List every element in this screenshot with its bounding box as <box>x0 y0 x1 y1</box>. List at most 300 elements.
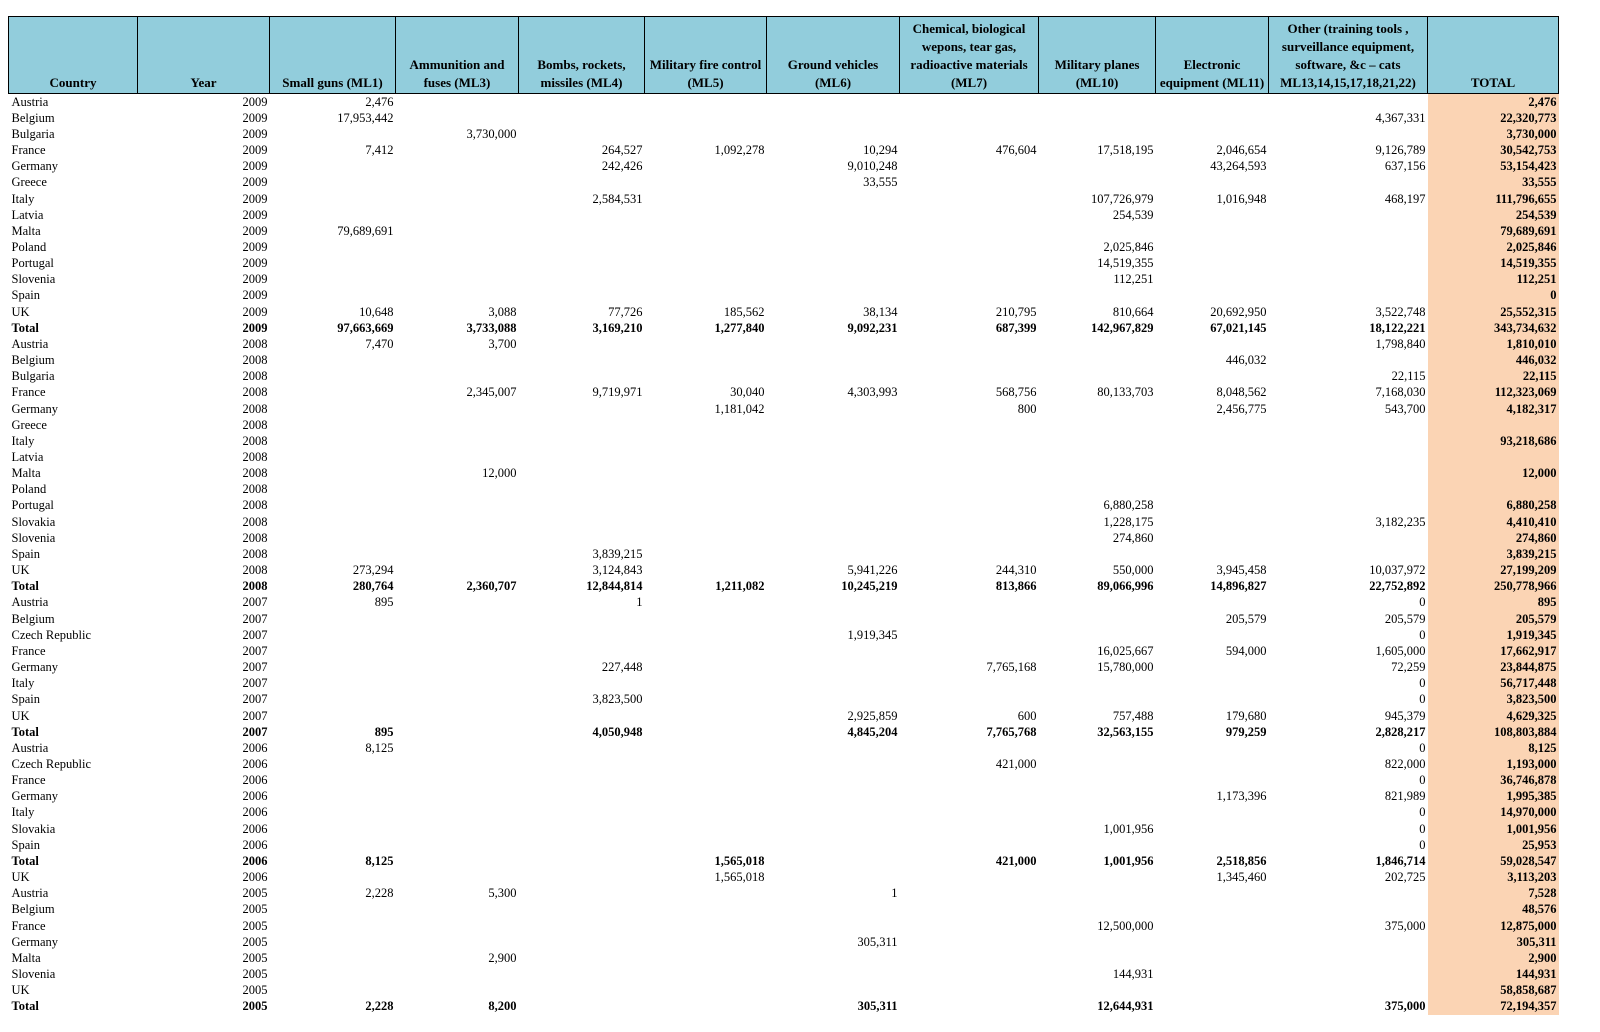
table-cell[interactable] <box>1039 433 1156 449</box>
table-cell[interactable] <box>1269 126 1428 142</box>
table-cell[interactable]: 142,967,829 <box>1091 320 1154 335</box>
table-cell[interactable] <box>645 966 767 982</box>
table-cell[interactable]: 280,764 <box>352 579 394 594</box>
table-cell[interactable] <box>767 676 900 692</box>
table-cell[interactable]: 1,995,385 <box>1428 789 1559 805</box>
table-cell[interactable]: Bulgaria <box>11 126 55 141</box>
table-cell[interactable] <box>767 482 900 498</box>
table-cell[interactable] <box>645 110 767 126</box>
table-cell[interactable]: 375,000 <box>1384 918 1426 933</box>
table-cell[interactable] <box>396 756 519 772</box>
table-cell[interactable]: 4,303,993 <box>847 385 898 400</box>
table-cell[interactable] <box>1039 886 1156 902</box>
table-cell[interactable] <box>645 563 767 579</box>
table-cell[interactable]: 0 <box>1428 288 1559 304</box>
table-cell[interactable]: 97,663,669 <box>337 320 394 335</box>
table-cell[interactable]: 895 <box>1428 595 1559 611</box>
table-cell[interactable] <box>1269 433 1428 449</box>
table-cell[interactable]: 3,839,215 <box>1428 546 1559 562</box>
table-cell[interactable] <box>396 805 519 821</box>
table-cell[interactable]: 9,010,248 <box>847 159 898 174</box>
table-cell[interactable] <box>645 223 767 239</box>
table-cell[interactable]: 476,604 <box>995 143 1037 158</box>
table-cell[interactable] <box>645 466 767 482</box>
table-cell[interactable]: 77,726 <box>608 304 643 319</box>
table-cell[interactable] <box>900 950 1039 966</box>
table-cell[interactable] <box>900 223 1039 239</box>
table-cell[interactable]: Italy <box>11 191 35 206</box>
table-cell[interactable]: 79,689,691 <box>337 223 394 238</box>
table-cell[interactable]: 48,576 <box>1428 902 1559 918</box>
table-cell[interactable] <box>396 142 519 158</box>
table-cell[interactable]: Austria <box>11 886 49 901</box>
table-cell[interactable] <box>1269 466 1428 482</box>
table-cell[interactable] <box>1039 417 1156 433</box>
table-cell[interactable] <box>270 773 396 789</box>
table-cell[interactable]: Total <box>11 999 39 1014</box>
table-cell[interactable]: 89,066,996 <box>1097 579 1154 594</box>
table-cell[interactable] <box>270 805 396 821</box>
table-cell[interactable] <box>645 983 767 999</box>
table-cell[interactable] <box>1156 417 1269 433</box>
table-cell[interactable]: 15,780,000 <box>1097 660 1154 675</box>
table-cell[interactable]: 0 <box>1419 627 1426 642</box>
table-cell[interactable] <box>767 514 900 530</box>
table-cell[interactable]: 3,730,000 <box>466 126 517 141</box>
table-cell[interactable]: 895 <box>374 595 394 610</box>
table-cell[interactable]: 600 <box>1017 708 1037 723</box>
table-cell[interactable]: Spain <box>11 692 40 707</box>
table-cell[interactable] <box>900 546 1039 562</box>
table-cell[interactable]: 4,050,948 <box>592 724 643 739</box>
table-cell[interactable]: 3,823,500 <box>1428 692 1559 708</box>
table-cell[interactable] <box>396 821 519 837</box>
table-cell[interactable] <box>519 966 645 982</box>
table-cell[interactable]: 2009 <box>242 143 268 158</box>
table-cell[interactable]: 38,134 <box>863 304 898 319</box>
table-cell[interactable]: 112,251 <box>1428 272 1559 288</box>
table-cell[interactable] <box>1269 272 1428 288</box>
table-cell[interactable]: 821,989 <box>1384 789 1426 804</box>
table-cell[interactable] <box>1269 966 1428 982</box>
table-cell[interactable] <box>900 740 1039 756</box>
table-cell[interactable] <box>1428 482 1559 498</box>
table-cell[interactable] <box>519 401 645 417</box>
table-cell[interactable] <box>396 482 519 498</box>
table-cell[interactable]: 0 <box>1419 595 1426 610</box>
table-cell[interactable] <box>1156 950 1269 966</box>
table-cell[interactable] <box>767 417 900 433</box>
table-cell[interactable] <box>645 288 767 304</box>
table-cell[interactable]: 3,945,458 <box>1216 563 1267 578</box>
table-cell[interactable] <box>900 498 1039 514</box>
table-cell[interactable]: 227,448 <box>601 660 643 675</box>
table-cell[interactable] <box>767 837 900 853</box>
table-cell[interactable] <box>900 611 1039 627</box>
table-cell[interactable] <box>900 983 1039 999</box>
table-cell[interactable] <box>645 805 767 821</box>
table-cell[interactable] <box>519 756 645 772</box>
table-cell[interactable]: 305,311 <box>857 934 898 949</box>
table-cell[interactable] <box>900 175 1039 191</box>
table-cell[interactable]: 421,000 <box>995 853 1037 868</box>
table-cell[interactable]: 1 <box>891 886 898 901</box>
table-cell[interactable] <box>1156 482 1269 498</box>
table-cell[interactable] <box>1269 950 1428 966</box>
table-cell[interactable]: 468,197 <box>1384 191 1426 206</box>
col-header-ml1[interactable]: Small guns (ML1) <box>270 17 396 94</box>
table-cell[interactable] <box>396 853 519 869</box>
table-cell[interactable] <box>519 126 645 142</box>
table-cell[interactable]: 4,629,325 <box>1428 708 1559 724</box>
table-cell[interactable]: Slovenia <box>11 272 56 287</box>
table-cell[interactable]: 80,133,703 <box>1097 385 1154 400</box>
table-cell[interactable]: 2007 <box>242 643 268 658</box>
table-cell[interactable]: 1,919,345 <box>1428 627 1559 643</box>
table-cell[interactable]: 32,563,155 <box>1097 724 1154 739</box>
table-cell[interactable]: Austria <box>11 740 49 755</box>
table-cell[interactable] <box>1269 207 1428 223</box>
col-header-country[interactable]: Country <box>9 17 138 94</box>
table-cell[interactable] <box>1039 934 1156 950</box>
table-cell[interactable]: 2008 <box>242 417 268 432</box>
table-cell[interactable] <box>767 239 900 255</box>
table-cell[interactable] <box>519 256 645 272</box>
table-cell[interactable] <box>396 433 519 449</box>
table-cell[interactable]: Austria <box>11 94 49 109</box>
table-cell[interactable] <box>270 708 396 724</box>
table-cell[interactable]: 2009 <box>242 159 268 174</box>
table-cell[interactable] <box>900 837 1039 853</box>
table-cell[interactable] <box>767 110 900 126</box>
table-cell[interactable]: Portugal <box>11 498 54 513</box>
table-cell[interactable]: Spain <box>11 546 40 561</box>
table-cell[interactable] <box>519 514 645 530</box>
table-cell[interactable]: 2008 <box>242 579 268 594</box>
table-cell[interactable]: 33,555 <box>863 175 898 190</box>
table-cell[interactable]: 375,000 <box>1384 999 1426 1014</box>
table-cell[interactable] <box>270 837 396 853</box>
table-cell[interactable]: 144,931 <box>1428 966 1559 982</box>
table-cell[interactable] <box>767 498 900 514</box>
table-cell[interactable] <box>767 126 900 142</box>
table-cell[interactable]: UK <box>11 983 30 998</box>
table-cell[interactable]: Malta <box>11 466 41 481</box>
table-cell[interactable]: 446,032 <box>1225 353 1267 368</box>
col-header-ml7[interactable]: Chemical, biological wepons, tear gas, radioactive materials (ML7) <box>900 17 1039 94</box>
table-cell[interactable] <box>270 272 396 288</box>
table-cell[interactable]: 2005 <box>242 902 268 917</box>
table-cell[interactable]: 4,845,204 <box>847 724 898 739</box>
table-cell[interactable]: Poland <box>11 482 47 497</box>
table-cell[interactable] <box>1039 870 1156 886</box>
table-cell[interactable] <box>270 466 396 482</box>
table-cell[interactable]: 112,323,069 <box>1428 385 1559 401</box>
table-cell[interactable] <box>1156 110 1269 126</box>
table-cell[interactable]: 2005 <box>242 886 268 901</box>
table-cell[interactable] <box>519 272 645 288</box>
table-cell[interactable]: 1,798,840 <box>1375 336 1426 351</box>
table-cell[interactable] <box>1156 902 1269 918</box>
table-cell[interactable] <box>1269 983 1428 999</box>
table-cell[interactable]: France <box>11 143 46 158</box>
table-cell[interactable] <box>645 643 767 659</box>
table-cell[interactable] <box>519 417 645 433</box>
table-cell[interactable]: 2005 <box>242 918 268 933</box>
table-cell[interactable]: 2009 <box>242 126 268 141</box>
table-cell[interactable]: Austria <box>11 336 49 351</box>
table-cell[interactable] <box>900 530 1039 546</box>
table-cell[interactable]: 2008 <box>242 498 268 513</box>
table-cell[interactable]: Italy <box>11 805 35 820</box>
table-cell[interactable] <box>1156 514 1269 530</box>
table-cell[interactable]: 813,866 <box>995 579 1037 594</box>
table-cell[interactable] <box>767 902 900 918</box>
table-cell[interactable]: Italy <box>11 676 35 691</box>
table-cell[interactable]: 2005 <box>242 934 268 949</box>
table-cell[interactable]: 2009 <box>242 272 268 287</box>
table-cell[interactable]: 2009 <box>242 94 268 109</box>
table-cell[interactable] <box>1156 256 1269 272</box>
table-cell[interactable] <box>519 805 645 821</box>
table-cell[interactable]: 1,345,460 <box>1216 870 1267 885</box>
table-cell[interactable]: 144,931 <box>1112 967 1154 982</box>
table-cell[interactable]: UK <box>11 870 30 885</box>
table-cell[interactable]: 2006 <box>242 837 268 852</box>
table-cell[interactable]: 2,900 <box>488 950 517 965</box>
table-cell[interactable] <box>900 126 1039 142</box>
table-cell[interactable] <box>519 207 645 223</box>
table-cell[interactable]: 17,662,917 <box>1428 643 1559 659</box>
table-cell[interactable] <box>645 159 767 175</box>
table-cell[interactable]: 2007 <box>242 595 268 610</box>
table-cell[interactable] <box>1039 983 1156 999</box>
table-cell[interactable] <box>1039 805 1156 821</box>
table-cell[interactable]: 2008 <box>242 563 268 578</box>
table-cell[interactable]: 250,778,966 <box>1428 579 1559 595</box>
table-cell[interactable]: 2,345,007 <box>466 385 517 400</box>
table-cell[interactable] <box>645 482 767 498</box>
table-cell[interactable] <box>1156 530 1269 546</box>
table-cell[interactable] <box>1156 126 1269 142</box>
table-cell[interactable] <box>519 773 645 789</box>
table-cell[interactable]: 800 <box>1017 401 1037 416</box>
table-cell[interactable]: 637,156 <box>1384 159 1426 174</box>
table-cell[interactable]: 4,182,317 <box>1428 401 1559 417</box>
table-cell[interactable] <box>1039 223 1156 239</box>
table-cell[interactable] <box>1039 837 1156 853</box>
table-cell[interactable] <box>1039 110 1156 126</box>
table-cell[interactable] <box>270 433 396 449</box>
table-cell[interactable] <box>270 627 396 643</box>
table-cell[interactable] <box>645 611 767 627</box>
table-cell[interactable] <box>270 983 396 999</box>
table-cell[interactable]: 254,539 <box>1428 207 1559 223</box>
table-cell[interactable] <box>1156 94 1269 111</box>
table-cell[interactable] <box>1428 417 1559 433</box>
table-cell[interactable] <box>1269 498 1428 514</box>
table-cell[interactable] <box>519 530 645 546</box>
table-cell[interactable] <box>396 934 519 950</box>
table-cell[interactable] <box>396 159 519 175</box>
table-cell[interactable]: 2008 <box>242 546 268 561</box>
table-cell[interactable] <box>270 514 396 530</box>
table-cell[interactable] <box>1039 288 1156 304</box>
table-cell[interactable] <box>396 724 519 740</box>
table-cell[interactable]: 2,025,846 <box>1428 239 1559 255</box>
table-cell[interactable] <box>519 708 645 724</box>
table-cell[interactable] <box>1269 94 1428 111</box>
table-cell[interactable] <box>519 676 645 692</box>
table-cell[interactable] <box>396 595 519 611</box>
table-cell[interactable]: France <box>11 918 46 933</box>
table-cell[interactable] <box>645 918 767 934</box>
table-cell[interactable] <box>519 94 645 111</box>
table-cell[interactable]: 2005 <box>242 967 268 982</box>
table-cell[interactable] <box>900 902 1039 918</box>
table-cell[interactable]: 56,717,448 <box>1428 676 1559 692</box>
table-cell[interactable] <box>645 740 767 756</box>
table-cell[interactable]: 2008 <box>242 530 268 545</box>
table-cell[interactable]: 27,199,209 <box>1428 563 1559 579</box>
table-cell[interactable]: 2009 <box>242 239 268 254</box>
table-cell[interactable]: 2,360,707 <box>466 579 517 594</box>
table-cell[interactable] <box>396 563 519 579</box>
table-cell[interactable] <box>1156 934 1269 950</box>
table-cell[interactable]: 945,379 <box>1384 708 1426 723</box>
table-cell[interactable] <box>396 272 519 288</box>
table-cell[interactable]: Germany <box>11 159 59 174</box>
table-cell[interactable]: Malta <box>11 950 41 965</box>
table-cell[interactable] <box>900 239 1039 255</box>
table-cell[interactable]: 2006 <box>242 870 268 885</box>
table-cell[interactable]: 2009 <box>242 191 268 206</box>
table-cell[interactable] <box>1039 692 1156 708</box>
table-cell[interactable]: 33,555 <box>1428 175 1559 191</box>
table-cell[interactable]: 8,125 <box>1428 740 1559 756</box>
table-cell[interactable] <box>270 918 396 934</box>
table-cell[interactable] <box>645 239 767 255</box>
table-cell[interactable] <box>1156 999 1269 1015</box>
table-cell[interactable] <box>1039 353 1156 369</box>
table-cell[interactable]: Czech Republic <box>11 627 91 642</box>
table-cell[interactable]: Germany <box>11 789 59 804</box>
table-cell[interactable]: 14,896,827 <box>1210 579 1267 594</box>
table-cell[interactable] <box>645 94 767 111</box>
table-cell[interactable]: 1,193,000 <box>1428 756 1559 772</box>
table-cell[interactable] <box>396 611 519 627</box>
table-cell[interactable]: 7,470 <box>365 336 394 351</box>
table-cell[interactable] <box>270 934 396 950</box>
table-cell[interactable] <box>519 288 645 304</box>
table-cell[interactable] <box>270 659 396 675</box>
table-cell[interactable] <box>1156 288 1269 304</box>
col-header-ml11[interactable]: Electronic equipment (ML11) <box>1156 17 1269 94</box>
table-cell[interactable] <box>767 353 900 369</box>
table-cell[interactable]: 2,518,856 <box>1216 853 1267 868</box>
table-cell[interactable]: 2008 <box>242 466 268 481</box>
table-cell[interactable] <box>900 159 1039 175</box>
table-cell[interactable]: 305,311 <box>857 999 898 1014</box>
table-cell[interactable] <box>1269 417 1428 433</box>
table-cell[interactable] <box>396 643 519 659</box>
table-cell[interactable]: 687,399 <box>995 320 1037 335</box>
table-cell[interactable] <box>767 223 900 239</box>
table-cell[interactable] <box>767 918 900 934</box>
table-cell[interactable] <box>1269 353 1428 369</box>
table-cell[interactable] <box>645 708 767 724</box>
table-cell[interactable] <box>519 175 645 191</box>
table-cell[interactable] <box>1269 934 1428 950</box>
table-cell[interactable] <box>1156 886 1269 902</box>
table-cell[interactable] <box>270 385 396 401</box>
table-cell[interactable]: 8,125 <box>365 740 394 755</box>
table-cell[interactable] <box>767 853 900 869</box>
table-cell[interactable] <box>900 886 1039 902</box>
table-cell[interactable] <box>900 918 1039 934</box>
table-cell[interactable] <box>519 466 645 482</box>
table-cell[interactable] <box>900 821 1039 837</box>
table-cell[interactable] <box>645 595 767 611</box>
table-cell[interactable]: Slovenia <box>11 530 56 545</box>
table-cell[interactable]: 93,218,686 <box>1428 433 1559 449</box>
table-cell[interactable] <box>270 175 396 191</box>
table-cell[interactable] <box>1039 466 1156 482</box>
table-cell[interactable] <box>270 482 396 498</box>
table-cell[interactable] <box>519 918 645 934</box>
table-cell[interactable]: UK <box>11 563 30 578</box>
table-cell[interactable]: Belgium <box>11 110 55 125</box>
table-cell[interactable]: 20,692,950 <box>1210 304 1267 319</box>
table-cell[interactable]: France <box>11 385 46 400</box>
table-cell[interactable] <box>645 191 767 207</box>
table-cell[interactable]: 0 <box>1419 740 1426 755</box>
table-cell[interactable]: 1,016,948 <box>1216 191 1267 206</box>
table-cell[interactable]: 7,765,768 <box>986 724 1037 739</box>
table-cell[interactable] <box>900 595 1039 611</box>
table-cell[interactable]: 12,875,000 <box>1428 918 1559 934</box>
table-cell[interactable] <box>1039 175 1156 191</box>
table-cell[interactable]: 2009 <box>242 110 268 125</box>
table-cell[interactable]: 36,746,878 <box>1428 773 1559 789</box>
table-cell[interactable]: 16,025,667 <box>1097 643 1154 658</box>
table-cell[interactable] <box>645 336 767 352</box>
table-cell[interactable]: Belgium <box>11 611 55 626</box>
table-cell[interactable]: 111,796,655 <box>1428 191 1559 207</box>
table-cell[interactable] <box>1039 773 1156 789</box>
table-cell[interactable] <box>270 369 396 385</box>
table-cell[interactable] <box>767 401 900 417</box>
table-cell[interactable] <box>767 789 900 805</box>
table-cell[interactable]: 305,311 <box>1428 934 1559 950</box>
table-cell[interactable] <box>396 191 519 207</box>
table-cell[interactable]: Slovenia <box>11 967 56 982</box>
table-cell[interactable]: 8,048,562 <box>1216 385 1267 400</box>
table-cell[interactable] <box>645 676 767 692</box>
table-cell[interactable] <box>767 821 900 837</box>
table-cell[interactable] <box>519 223 645 239</box>
table-cell[interactable]: 14,519,355 <box>1097 256 1154 271</box>
table-cell[interactable]: 2006 <box>242 805 268 820</box>
table-cell[interactable] <box>645 999 767 1015</box>
table-cell[interactable]: 543,700 <box>1384 401 1426 416</box>
table-cell[interactable] <box>519 482 645 498</box>
table-cell[interactable] <box>270 966 396 982</box>
table-cell[interactable] <box>1039 159 1156 175</box>
table-cell[interactable]: Italy <box>11 433 35 448</box>
table-cell[interactable]: 1,919,345 <box>847 627 898 642</box>
table-cell[interactable] <box>270 756 396 772</box>
